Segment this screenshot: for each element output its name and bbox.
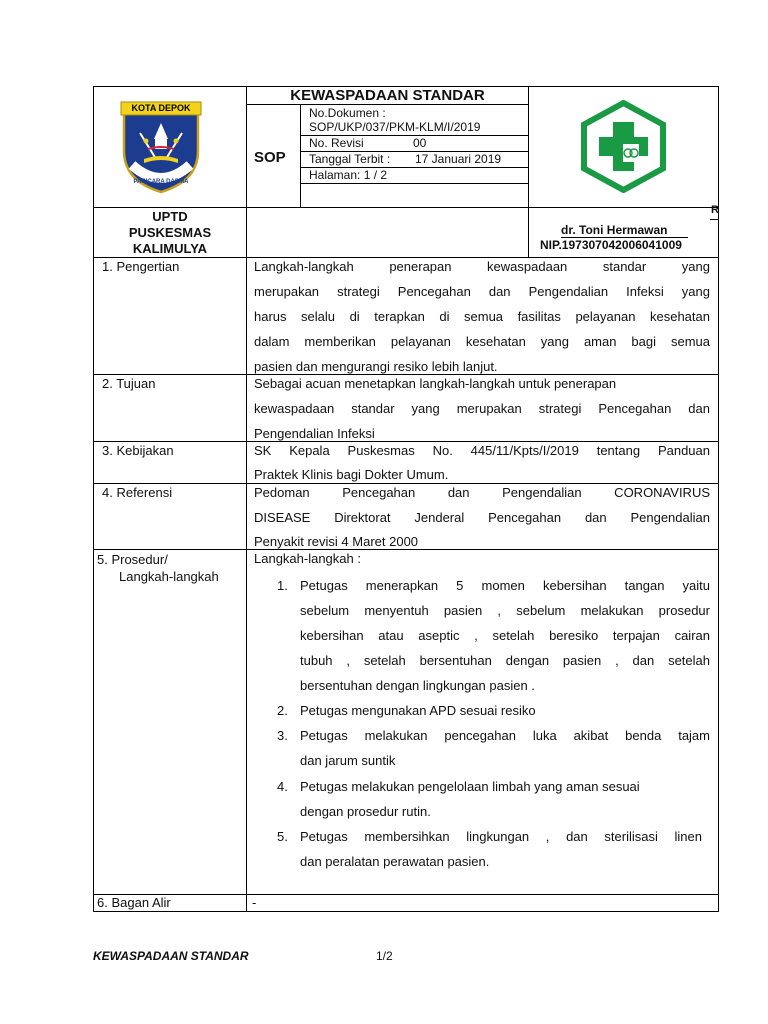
step-line: dan jarum suntik (300, 753, 396, 768)
sop-label: SOP (254, 149, 286, 166)
no-dokumen-value: SOP/UKP/037/PKM-KLM/I/2019 (309, 120, 481, 134)
prosedur-label-sub: Langkah-langkah (119, 569, 219, 584)
tujuan-line: kewaspadaan standar yang merupakan strategi Pencegahan dan (254, 401, 710, 416)
step-number: 1. (277, 578, 288, 593)
step-line: dan peralatan perawatan pasien. (300, 854, 490, 869)
step-line: bersentuhan dengan lingkungan pasien . (300, 678, 535, 693)
step-number: 5. (277, 829, 288, 844)
step-line: tubuh , setelah bersentuhan dengan pasien , dan setelah (300, 653, 710, 668)
step-line: Petugas melakukan pencegahan luka akibat benda tajam (300, 728, 710, 743)
referensi-line: DISEASE Direktorat Jenderal Pencegahan dan Pengendalian (254, 510, 710, 525)
left-logo-text: KOTA DEPOK (131, 103, 191, 113)
prosedur-label: 5. Prosedur/ (97, 552, 168, 567)
pengertian-line: Langkah-langkah penerapan kewaspadaan standar yang (254, 259, 710, 274)
signer-nip: NIP.197307042006041009 (540, 238, 682, 252)
bagan-alir-label: 6. Bagan Alir (97, 895, 171, 910)
footer-title: KEWASPADAAN STANDAR (93, 949, 249, 963)
org-name-line3: KALIMULYA (132, 241, 208, 256)
org-name-line2: PUSKESMAS (128, 225, 212, 240)
pengertian-line: harus selalu di terapkan di semua fasilitas pelayanan kesehatan (254, 309, 710, 324)
no-revisi-label: No. Revisi (309, 136, 364, 150)
tanggal-label: Tanggal Terbit : (309, 152, 391, 166)
bagan-alir-value: - (252, 895, 257, 910)
pengertian-line: dalam memberikan pelayanan kesehatan yang aman bagi semua (254, 334, 710, 349)
document-title: KEWASPADAAN STANDAR (290, 87, 485, 104)
prosedur-intro: Langkah-langkah : (254, 551, 361, 566)
pengertian-label: 1. Pengertian (102, 259, 180, 274)
tujuan-line: Sebagai acuan menetapkan langkah-langkah untuk penerapan (254, 376, 617, 391)
kebijakan-line: Praktek Klinis bagi Dokter Umum. (254, 467, 449, 482)
step-line: sebelum menyentuh pasien , sebelum melakukan prosedur (300, 603, 710, 618)
step-number: 4. (277, 779, 288, 794)
referensi-line: Pedoman Pencegahan dan Pengendalian CORONAVIRUS (254, 485, 710, 500)
tujuan-label: 2. Tujuan (102, 376, 156, 391)
footer-page-number: 1/2 (376, 949, 393, 963)
step-line: Petugas mengunakan APD sesuai resiko (300, 703, 536, 718)
step-line: dengan prosedur rutin. (300, 804, 431, 819)
pengertian-line: pasien dan mengurangi resiko lebih lanjut. (254, 359, 498, 374)
no-dokumen-label: No.Dokumen : (309, 106, 386, 120)
step-number: 3. (277, 728, 288, 743)
kebijakan-label: 3. Kebijakan (102, 443, 174, 458)
puskesmas-logo (580, 100, 667, 193)
step-line: Petugas melakukan pengelolaan limbah yang aman sesuai (300, 779, 640, 794)
step-line: Petugas menerapkan 5 momen kebersihan tangan yaitu (300, 578, 710, 593)
step-line: Petugas membersihkan lingkungan , dan sterilisasi linen (300, 829, 702, 844)
no-revisi-value: 00 (413, 136, 427, 150)
tujuan-line: Pengendalian Infeksi (254, 426, 375, 441)
halaman: Halaman: 1 / 2 (309, 168, 388, 182)
signature-line (710, 219, 718, 220)
kebijakan-line: SK Kepala Puskesmas No. 445/11/Kpts/I/2019 tentang Panduan (254, 443, 710, 458)
step-line: kebersihan atau aseptic , setelah beresiko terpajan cairan (300, 628, 710, 643)
left-logo-motto: PARICARA DARMA (133, 179, 189, 185)
referensi-line: Penyakit revisi 4 Maret 2000 (254, 534, 419, 549)
signer-name: dr. Toni Hermawan (561, 223, 668, 237)
step-number: 2. (277, 703, 288, 718)
pengertian-line: merupakan strategi Pencegahan dan Pengendalian Infeksi yang (254, 284, 710, 299)
referensi-label: 4. Referensi (102, 485, 173, 500)
signature-mark: R (711, 204, 719, 216)
org-name-line1: UPTD (152, 209, 188, 224)
tanggal-value: 17 Januari 2019 (415, 152, 502, 166)
